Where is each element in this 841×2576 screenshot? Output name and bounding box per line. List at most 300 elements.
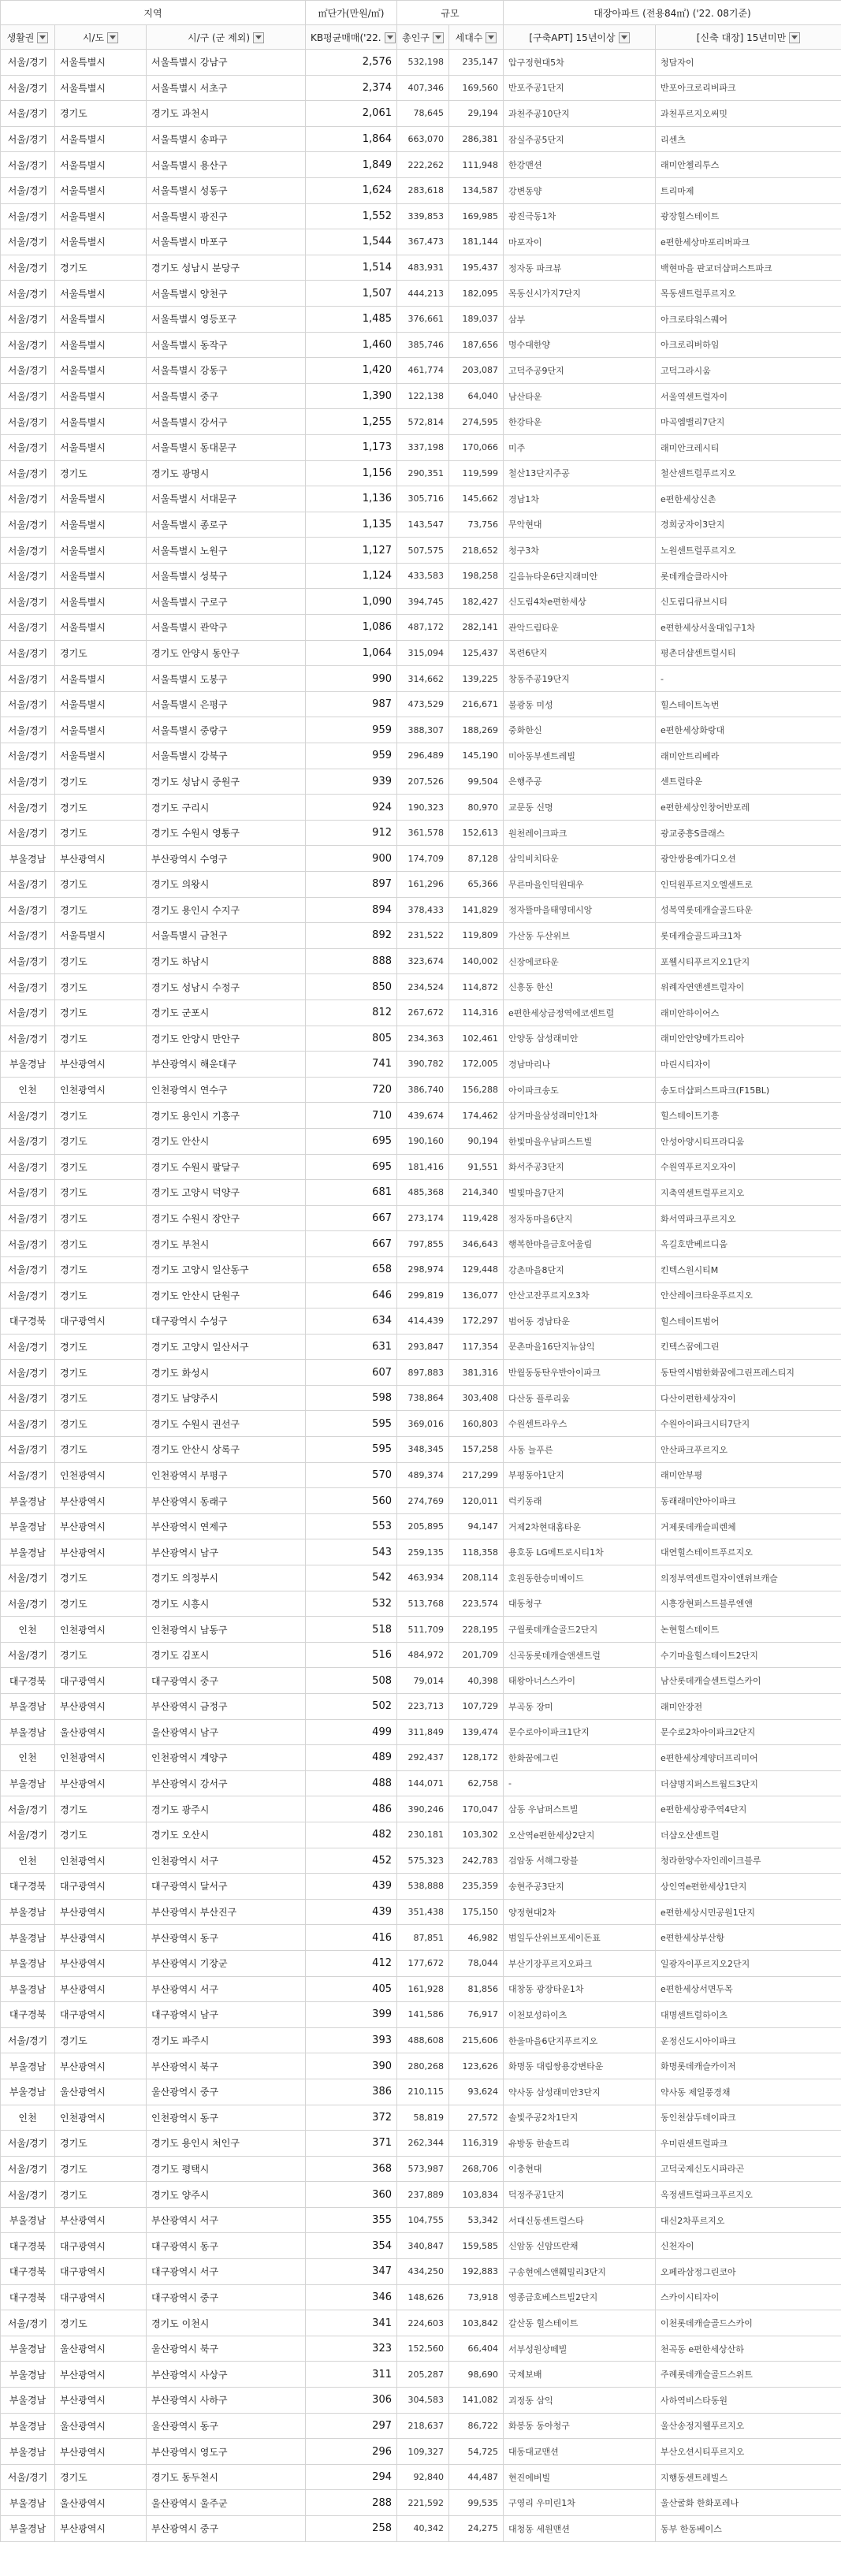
cell-households[interactable]: 73,756 [449,512,504,538]
cell-old-apt[interactable]: 대청동 세원맨션 [504,2516,656,2542]
cell-area[interactable]: 부울경남 [1,1052,55,1078]
cell-area[interactable]: 서울/경기 [1,2464,55,2490]
cell-sido[interactable]: 서울특별시 [55,126,147,152]
cell-kb-price[interactable]: 508 [306,1668,397,1694]
cell-households[interactable]: 64,040 [449,383,504,409]
cell-area[interactable]: 서울/경기 [1,923,55,949]
cell-households[interactable]: 73,918 [449,2284,504,2310]
cell-new-apt[interactable]: 대명센트럴하이츠 [656,2002,841,2028]
cell-sido[interactable]: 경기도 [55,1591,147,1617]
cell-old-apt[interactable]: 한빛마을우남퍼스트빌 [504,1128,656,1154]
cell-old-apt[interactable]: 대창동 광장타운1차 [504,1976,656,2002]
cell-new-apt[interactable]: 화명롯데캐슬카이저 [656,2053,841,2079]
cell-sigungu[interactable]: 대구광역시 달서구 [147,1874,306,1900]
cell-sigungu[interactable]: 부산광역시 사상구 [147,2362,306,2388]
cell-kb-price[interactable]: 371 [306,2131,397,2157]
col-header-pop[interactable] [397,25,449,50]
cell-old-apt[interactable]: 대동청구 [504,1591,656,1617]
cell-kb-price[interactable]: 399 [306,2002,397,2028]
cell-kb-price[interactable]: 439 [306,1899,397,1925]
cell-kb-price[interactable]: 1,864 [306,126,397,152]
cell-population[interactable]: 487,172 [397,615,449,641]
cell-old-apt[interactable]: 괴정동 삼익 [504,2388,656,2414]
cell-sigungu[interactable]: 경기도 수원시 팔달구 [147,1154,306,1180]
cell-area[interactable]: 대구경북 [1,1308,55,1335]
cell-kb-price[interactable]: 543 [306,1539,397,1565]
cell-population[interactable]: 439,674 [397,1103,449,1129]
cell-sido[interactable]: 서울특별시 [55,75,147,101]
cell-area[interactable]: 서울/경기 [1,383,55,409]
cell-sigungu[interactable]: 서울특별시 용산구 [147,152,306,178]
cell-kb-price[interactable]: 347 [306,2259,397,2285]
cell-households[interactable]: 218,652 [449,538,504,564]
cell-sigungu[interactable]: 부산광역시 서구 [147,2207,306,2233]
cell-households[interactable]: 274,595 [449,409,504,435]
cell-old-apt[interactable]: 약사동 삼성래미안3단지 [504,2079,656,2105]
cell-new-apt[interactable]: 평촌더샵센트럴시티 [656,640,841,666]
cell-kb-price[interactable]: 1,390 [306,383,397,409]
cell-new-apt[interactable]: 안성아양시티프라디움 [656,1128,841,1154]
cell-kb-price[interactable]: 1,552 [306,203,397,229]
cell-population[interactable]: 87,851 [397,1925,449,1951]
cell-sigungu[interactable]: 서울특별시 금천구 [147,923,306,949]
cell-old-apt[interactable]: 양정현대2차 [504,1899,656,1925]
cell-households[interactable]: 156,288 [449,1077,504,1103]
cell-population[interactable]: 367,473 [397,229,449,255]
cell-population[interactable]: 507,575 [397,538,449,564]
cell-sido[interactable]: 대구광역시 [55,2259,147,2285]
cell-sigungu[interactable]: 서울특별시 서대문구 [147,486,306,512]
cell-old-apt[interactable]: 대동대교맨션 [504,2439,656,2465]
cell-population[interactable]: 311,849 [397,1719,449,1745]
cell-sigungu[interactable]: 부산광역시 동구 [147,1925,306,1951]
cell-households[interactable]: 29,194 [449,101,504,127]
cell-area[interactable]: 서울/경기 [1,203,55,229]
cell-new-apt[interactable]: 시흥장현퍼스트블루엔앤 [656,1591,841,1617]
cell-population[interactable]: 484,972 [397,1642,449,1668]
cell-old-apt[interactable]: 화봉동 동아청구 [504,2413,656,2439]
cell-sigungu[interactable]: 경기도 군포시 [147,1000,306,1026]
cell-sido[interactable]: 경기도 [55,2464,147,2490]
cell-households[interactable]: 157,258 [449,1437,504,1463]
cell-sigungu[interactable]: 서울특별시 노원구 [147,538,306,564]
cell-new-apt[interactable]: 문수로2차아이파크2단지 [656,1719,841,1745]
cell-sido[interactable]: 경기도 [55,1103,147,1129]
cell-population[interactable]: 205,287 [397,2362,449,2388]
cell-kb-price[interactable]: 924 [306,795,397,821]
cell-households[interactable]: 87,128 [449,846,504,872]
cell-sigungu[interactable]: 경기도 성남시 분당구 [147,255,306,281]
cell-old-apt[interactable]: 아이파크송도 [504,1077,656,1103]
cell-new-apt[interactable]: 백현마을 판교더샵퍼스트파크 [656,255,841,281]
cell-population[interactable]: 473,529 [397,691,449,717]
cell-households[interactable]: 140,002 [449,948,504,974]
cell-old-apt[interactable]: 한강맨션 [504,152,656,178]
cell-households[interactable]: 217,299 [449,1462,504,1488]
cell-population[interactable]: 262,344 [397,2131,449,2157]
cell-sido[interactable]: 경기도 [55,2131,147,2157]
cell-old-apt[interactable]: 반월동동탄우반아이파크 [504,1360,656,1386]
cell-area[interactable]: 서울/경기 [1,795,55,821]
cell-new-apt[interactable]: 옥정센트럴파크푸르지오 [656,2182,841,2208]
filter-dropdown-icon[interactable] [253,32,264,43]
cell-population[interactable]: 304,583 [397,2388,449,2414]
cell-households[interactable]: 62,758 [449,1770,504,1796]
cell-new-apt[interactable]: 다산이편한세상자이 [656,1385,841,1411]
cell-kb-price[interactable]: 1,420 [306,358,397,384]
cell-population[interactable]: 122,138 [397,383,449,409]
filter-dropdown-icon[interactable] [107,32,118,43]
cell-households[interactable]: 103,302 [449,1822,504,1848]
cell-sigungu[interactable]: 인천광역시 계양구 [147,1745,306,1771]
cell-population[interactable]: 207,526 [397,769,449,795]
cell-old-apt[interactable]: 철산13단지주공 [504,460,656,486]
cell-population[interactable]: 385,746 [397,332,449,358]
cell-old-apt[interactable]: 가산동 두산위브 [504,923,656,949]
cell-new-apt[interactable]: 서울역센트럴자이 [656,383,841,409]
cell-new-apt[interactable]: 수원역푸르지오자이 [656,1154,841,1180]
cell-kb-price[interactable]: 486 [306,1796,397,1822]
cell-old-apt[interactable]: - [504,1770,656,1796]
cell-population[interactable]: 79,014 [397,1668,449,1694]
cell-population[interactable]: 414,439 [397,1308,449,1335]
cell-kb-price[interactable]: 1,507 [306,281,397,307]
cell-sigungu[interactable]: 부산광역시 수영구 [147,846,306,872]
cell-area[interactable]: 서울/경기 [1,101,55,127]
cell-old-apt[interactable]: 한강타운 [504,409,656,435]
cell-sido[interactable]: 부산광역시 [55,1899,147,1925]
cell-kb-price[interactable]: 499 [306,1719,397,1745]
cell-kb-price[interactable]: 439 [306,1874,397,1900]
cell-old-apt[interactable]: 과천주공10단지 [504,101,656,127]
cell-old-apt[interactable]: 광진극동1차 [504,203,656,229]
cell-new-apt[interactable]: 일광자이푸르지오2단지 [656,1950,841,1976]
cell-sido[interactable]: 경기도 [55,1026,147,1052]
cell-area[interactable]: 대구경북 [1,2002,55,2028]
cell-new-apt[interactable]: 안산파크푸르지오 [656,1437,841,1463]
cell-sido[interactable]: 대구광역시 [55,2002,147,2028]
cell-population[interactable]: 351,438 [397,1899,449,1925]
cell-old-apt[interactable]: 남산타운 [504,383,656,409]
cell-households[interactable]: 81,856 [449,1976,504,2002]
filter-dropdown-icon[interactable] [37,32,48,43]
cell-kb-price[interactable]: 710 [306,1103,397,1129]
cell-sido[interactable]: 서울특별시 [55,409,147,435]
cell-old-apt[interactable]: 신암동 신암뜨란채 [504,2233,656,2259]
cell-population[interactable]: 259,135 [397,1539,449,1565]
cell-old-apt[interactable]: 화서주공3단지 [504,1154,656,1180]
cell-sido[interactable]: 서울특별시 [55,281,147,307]
cell-population[interactable]: 205,895 [397,1513,449,1539]
cell-new-apt[interactable]: 오페라삼정그린코아 [656,2259,841,2285]
cell-old-apt[interactable]: 정자뜰마을태영데시앙 [504,897,656,923]
cell-sigungu[interactable]: 서울특별시 도봉구 [147,666,306,692]
cell-old-apt[interactable]: 원천레이크파크 [504,820,656,846]
cell-area[interactable]: 서울/경기 [1,1205,55,1231]
cell-population[interactable]: 161,928 [397,1976,449,2002]
cell-sido[interactable]: 부산광역시 [55,846,147,872]
cell-households[interactable]: 125,437 [449,640,504,666]
cell-kb-price[interactable]: 667 [306,1231,397,1257]
cell-population[interactable]: 181,416 [397,1154,449,1180]
cell-sido[interactable]: 부산광역시 [55,2053,147,2079]
cell-sigungu[interactable]: 경기도 구리시 [147,795,306,821]
cell-households[interactable]: 99,504 [449,769,504,795]
cell-old-apt[interactable]: 삼부 [504,306,656,332]
cell-old-apt[interactable]: 청구3차 [504,538,656,564]
cell-kb-price[interactable]: 502 [306,1694,397,1720]
cell-households[interactable]: 169,560 [449,75,504,101]
cell-kb-price[interactable]: 412 [306,1950,397,1976]
cell-new-apt[interactable]: e편한세상시민공원1단지 [656,1899,841,1925]
cell-area[interactable]: 서울/경기 [1,1000,55,1026]
cell-sido[interactable]: 경기도 [55,2027,147,2053]
cell-new-apt[interactable]: 울산송정지웰푸르지오 [656,2413,841,2439]
cell-sigungu[interactable]: 부산광역시 사하구 [147,2388,306,2414]
cell-old-apt[interactable]: 중화한신 [504,717,656,743]
cell-population[interactable]: 488,608 [397,2027,449,2053]
cell-old-apt[interactable]: 잠실주공5단지 [504,126,656,152]
cell-households[interactable]: 119,428 [449,1205,504,1231]
cell-sigungu[interactable]: 인천광역시 동구 [147,2105,306,2131]
cell-kb-price[interactable]: 368 [306,2156,397,2182]
cell-old-apt[interactable]: 럭키동래 [504,1488,656,1514]
cell-households[interactable]: 86,722 [449,2413,504,2439]
cell-households[interactable]: 195,437 [449,255,504,281]
cell-sido[interactable]: 인천광역시 [55,1077,147,1103]
cell-households[interactable]: 169,985 [449,203,504,229]
cell-area[interactable]: 서울/경기 [1,1565,55,1591]
cell-new-apt[interactable]: e편한세상신촌 [656,486,841,512]
cell-sido[interactable]: 경기도 [55,460,147,486]
cell-sido[interactable]: 경기도 [55,795,147,821]
cell-sigungu[interactable]: 대구광역시 동구 [147,2233,306,2259]
cell-sigungu[interactable]: 경기도 고양시 일산동구 [147,1256,306,1282]
cell-old-apt[interactable]: 정자동마을6단지 [504,1205,656,1231]
cell-kb-price[interactable]: 1,086 [306,615,397,641]
cell-area[interactable]: 서울/경기 [1,512,55,538]
cell-sigungu[interactable]: 경기도 이천시 [147,2310,306,2336]
cell-new-apt[interactable]: 동래래미안아이파크 [656,1488,841,1514]
cell-area[interactable]: 부울경남 [1,2053,55,2079]
cell-new-apt[interactable]: 래미안트리베라 [656,743,841,769]
cell-sigungu[interactable]: 부산광역시 동래구 [147,1488,306,1514]
cell-area[interactable]: 서울/경기 [1,486,55,512]
cell-area[interactable]: 부울경남 [1,2413,55,2439]
cell-sigungu[interactable]: 서울특별시 구로구 [147,589,306,615]
cell-households[interactable]: 188,269 [449,717,504,743]
cell-sido[interactable]: 부산광역시 [55,1925,147,1951]
cell-sigungu[interactable]: 서울특별시 영등포구 [147,306,306,332]
cell-households[interactable]: 228,195 [449,1617,504,1643]
cell-sigungu[interactable]: 부산광역시 중구 [147,2516,306,2542]
cell-households[interactable]: 53,342 [449,2207,504,2233]
cell-area[interactable]: 서울/경기 [1,1796,55,1822]
cell-old-apt[interactable]: 유방동 한솔트리 [504,2131,656,2157]
cell-new-apt[interactable]: 킨텍스꿈에그린 [656,1334,841,1360]
cell-old-apt[interactable]: 태왕아너스스카이 [504,1668,656,1694]
cell-households[interactable]: 136,077 [449,1282,504,1308]
cell-kb-price[interactable]: 646 [306,1282,397,1308]
cell-population[interactable]: 897,883 [397,1360,449,1386]
cell-old-apt[interactable]: 신장에코타운 [504,948,656,974]
cell-sigungu[interactable]: 부산광역시 영도구 [147,2439,306,2465]
cell-area[interactable]: 서울/경기 [1,306,55,332]
cell-kb-price[interactable]: 296 [306,2439,397,2465]
cell-kb-price[interactable]: 667 [306,1205,397,1231]
cell-sido[interactable]: 경기도 [55,1796,147,1822]
cell-area[interactable]: 서울/경기 [1,1360,55,1386]
cell-area[interactable]: 서울/경기 [1,281,55,307]
cell-households[interactable]: 214,340 [449,1180,504,1206]
cell-households[interactable]: 159,585 [449,2233,504,2259]
cell-sido[interactable]: 서울특별시 [55,538,147,564]
cell-sigungu[interactable]: 부산광역시 강서구 [147,1770,306,1796]
cell-population[interactable]: 738,864 [397,1385,449,1411]
cell-households[interactable]: 303,408 [449,1385,504,1411]
cell-households[interactable]: 65,366 [449,872,504,898]
cell-area[interactable]: 서울/경기 [1,332,55,358]
cell-population[interactable]: 148,626 [397,2284,449,2310]
cell-population[interactable]: 573,987 [397,2156,449,2182]
cell-kb-price[interactable]: 1,135 [306,512,397,538]
cell-kb-price[interactable]: 987 [306,691,397,717]
cell-sigungu[interactable]: 부산광역시 부산진구 [147,1899,306,1925]
cell-sido[interactable]: 부산광역시 [55,2207,147,2233]
cell-kb-price[interactable]: 372 [306,2105,397,2131]
cell-old-apt[interactable]: 부산기장푸르지오파크 [504,1950,656,1976]
cell-sigungu[interactable]: 경기도 김포시 [147,1642,306,1668]
cell-area[interactable]: 서울/경기 [1,1411,55,1437]
cell-old-apt[interactable]: 삼익비치타운 [504,846,656,872]
cell-sigungu[interactable]: 경기도 하남시 [147,948,306,974]
cell-old-apt[interactable]: 반포주공1단지 [504,75,656,101]
cell-new-apt[interactable]: 천곡동 e편한세상산하 [656,2336,841,2362]
cell-households[interactable]: 123,626 [449,2053,504,2079]
cell-area[interactable]: 대구경북 [1,2284,55,2310]
cell-kb-price[interactable]: 2,576 [306,50,397,76]
cell-sido[interactable]: 부산광역시 [55,1770,147,1796]
cell-new-apt[interactable]: 이천롯데캐슬골드스카이 [656,2310,841,2336]
cell-old-apt[interactable]: 화명동 대림쌍용강변타운 [504,2053,656,2079]
cell-old-apt[interactable]: 구영리 우미린1차 [504,2490,656,2516]
cell-old-apt[interactable]: 신곡동롯데캐슬앤센트럴 [504,1642,656,1668]
cell-area[interactable]: 서울/경기 [1,1103,55,1129]
cell-population[interactable]: 218,637 [397,2413,449,2439]
cell-sigungu[interactable]: 서울특별시 동작구 [147,332,306,358]
cell-new-apt[interactable]: 우미린센트럴파크 [656,2131,841,2157]
cell-households[interactable]: 129,448 [449,1256,504,1282]
cell-sido[interactable]: 경기도 [55,1642,147,1668]
cell-new-apt[interactable]: 고덕국제신도시파라곤 [656,2156,841,2182]
cell-new-apt[interactable]: 트리마제 [656,177,841,203]
cell-households[interactable]: 181,144 [449,229,504,255]
cell-kb-price[interactable]: 516 [306,1642,397,1668]
cell-sigungu[interactable]: 경기도 수원시 영통구 [147,820,306,846]
cell-kb-price[interactable]: 1,255 [306,409,397,435]
cell-households[interactable]: 172,297 [449,1308,504,1335]
cell-new-apt[interactable]: 노원센트럴푸르지오 [656,538,841,564]
cell-old-apt[interactable]: 송현주공3단지 [504,1874,656,1900]
cell-households[interactable]: 235,359 [449,1874,504,1900]
cell-sido[interactable]: 경기도 [55,948,147,974]
cell-population[interactable]: 340,847 [397,2233,449,2259]
cell-new-apt[interactable]: 지행동센트레빌스 [656,2464,841,2490]
cell-new-apt[interactable]: 스카이시티자이 [656,2284,841,2310]
cell-kb-price[interactable]: 598 [306,1385,397,1411]
cell-new-apt[interactable]: 약사동 제일풍경채 [656,2079,841,2105]
cell-sigungu[interactable]: 경기도 광명시 [147,460,306,486]
cell-sido[interactable]: 경기도 [55,1154,147,1180]
cell-households[interactable]: 268,706 [449,2156,504,2182]
cell-population[interactable]: 538,888 [397,1874,449,1900]
cell-population[interactable]: 461,774 [397,358,449,384]
cell-population[interactable]: 234,363 [397,1026,449,1052]
cell-households[interactable]: 216,671 [449,691,504,717]
cell-population[interactable]: 489,374 [397,1462,449,1488]
cell-sido[interactable]: 인천광역시 [55,1462,147,1488]
cell-households[interactable]: 139,474 [449,1719,504,1745]
cell-households[interactable]: 141,829 [449,897,504,923]
cell-area[interactable]: 서울/경기 [1,1437,55,1463]
col-header-old-apt[interactable] [504,25,656,50]
cell-households[interactable]: 99,535 [449,2490,504,2516]
cell-new-apt[interactable]: 아크로리버하임 [656,332,841,358]
cell-sido[interactable]: 서울특별시 [55,512,147,538]
cell-area[interactable]: 서울/경기 [1,872,55,898]
cell-kb-price[interactable]: 390 [306,2053,397,2079]
cell-old-apt[interactable]: 한화꿈에그린 [504,1745,656,1771]
cell-new-apt[interactable]: 울산굴화 한화포레나 [656,2490,841,2516]
cell-households[interactable]: 27,572 [449,2105,504,2131]
cell-kb-price[interactable]: 894 [306,897,397,923]
cell-old-apt[interactable]: 구송현에스앤훼밀리3단지 [504,2259,656,2285]
cell-households[interactable]: 235,147 [449,50,504,76]
cell-sigungu[interactable]: 경기도 안산시 상록구 [147,1437,306,1463]
cell-sido[interactable]: 서울특별시 [55,332,147,358]
cell-population[interactable]: 361,578 [397,820,449,846]
cell-area[interactable]: 서울/경기 [1,2182,55,2208]
cell-new-apt[interactable]: 아크로타워스퀘어 [656,306,841,332]
cell-area[interactable]: 인천 [1,1617,55,1643]
cell-new-apt[interactable]: 래미안장전 [656,1694,841,1720]
cell-old-apt[interactable]: 별빛마을7단지 [504,1180,656,1206]
cell-area[interactable]: 서울/경기 [1,743,55,769]
cell-kb-price[interactable]: 695 [306,1128,397,1154]
cell-new-apt[interactable]: 부산오션시티푸르지오 [656,2439,841,2465]
cell-sido[interactable]: 서울특별시 [55,203,147,229]
cell-population[interactable]: 273,174 [397,1205,449,1231]
cell-area[interactable]: 서울/경기 [1,358,55,384]
cell-population[interactable]: 337,198 [397,434,449,460]
cell-households[interactable]: 76,917 [449,2002,504,2028]
cell-population[interactable]: 161,296 [397,872,449,898]
cell-sido[interactable]: 경기도 [55,1205,147,1231]
cell-population[interactable]: 221,592 [397,2490,449,2516]
cell-sido[interactable]: 경기도 [55,1256,147,1282]
cell-sigungu[interactable]: 경기도 평택시 [147,2156,306,2182]
cell-sido[interactable]: 서울특별시 [55,177,147,203]
cell-old-apt[interactable]: 미주 [504,434,656,460]
cell-households[interactable]: 80,970 [449,795,504,821]
cell-old-apt[interactable]: 정자동 파크뷰 [504,255,656,281]
cell-old-apt[interactable]: 강변동양 [504,177,656,203]
cell-households[interactable]: 192,883 [449,2259,504,2285]
cell-area[interactable]: 서울/경기 [1,1180,55,1206]
cell-households[interactable]: 187,656 [449,332,504,358]
cell-kb-price[interactable]: 595 [306,1437,397,1463]
cell-new-apt[interactable]: 의정부역센트럴자이앤위브캐슬 [656,1565,841,1591]
